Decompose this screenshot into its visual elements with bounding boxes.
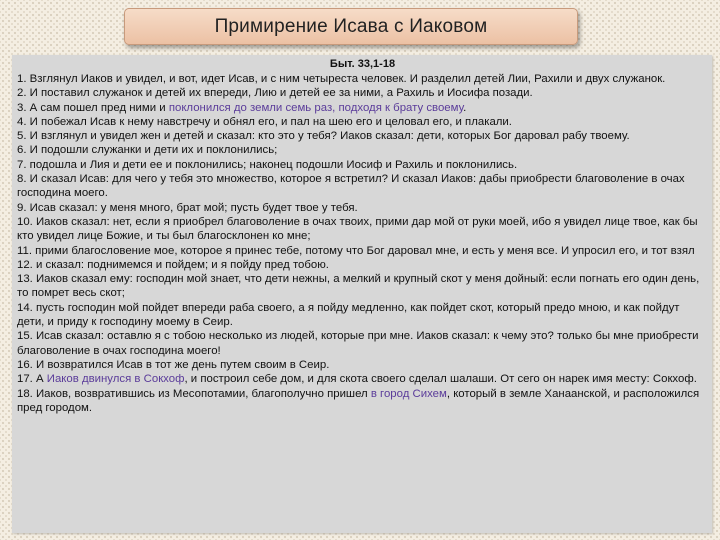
verse-14 (17, 301, 708, 330)
verse-text: 16. И возвратился Исав в тот же день путем своим в Сеир. (17, 358, 330, 371)
verse-text: 6. И подошли служанки и дети их и поклонились; (17, 144, 278, 157)
verse-16 (17, 358, 708, 372)
slide-title-banner (124, 8, 578, 45)
verse-8 (17, 172, 708, 201)
verse-9 (17, 201, 708, 215)
verse-text: 13. Иаков сказал ему: господин мой знает, что дети нежны, а мелкий и крупный скот у меня дойный: если погнать его один день, то помрет весь скот; (17, 273, 700, 300)
verse-text: 8. И сказал Исав: для чего у тебя это множество, которое я встретил? И сказал Иаков: дабы приобрести благоволение в очах господина моего. (17, 173, 685, 200)
verse-text: 17. А (17, 373, 47, 386)
verse-12 (17, 258, 708, 272)
verse-2 (17, 86, 708, 100)
highlighted-phrase: поклонился до земли семь раз, подходя к брату своему (168, 101, 464, 114)
verse-3 (17, 101, 708, 115)
verse-text: , который в земле Ханаанской, и расположился пред городом. (17, 387, 700, 414)
verse-text: 9. Исав сказал: у меня много, брат мой; пусть будет твое у тебя. (17, 201, 358, 214)
verse-1 (17, 72, 708, 86)
verse-text: 7. подошла и Лия и дети ее и поклонились; наконец подошли Иосиф и Рахиль и поклонились. (17, 158, 518, 171)
verse-text: 14. пусть господин мой пойдет впереди раба своего, а я пойду медленно, как пойдет скот, который предо мною, и как пойдут дети, и приду к господину моему в Сеир. (17, 301, 680, 329)
verse-text: 5. И взглянул и увидел жен и детей и сказал: кто это у тебя? Иаков сказал: дети, которых Бог даровал рабу твоему. (17, 130, 630, 143)
verse-18 (17, 387, 708, 416)
verse-text: 18. Иаков, возвратившись из Месопотамии, благополучно пришел (17, 387, 371, 400)
verse-4 (17, 115, 708, 129)
highlighted-phrase: Иаков двинулся в Сокхоф (46, 373, 185, 386)
verse-7 (17, 158, 708, 172)
verse-text: . (463, 101, 467, 114)
verse-15 (17, 329, 708, 358)
slide-title: Примирение Исава с Иаковом (214, 15, 488, 37)
scripture-text-box (12, 55, 712, 533)
verse-text: 12. и сказал: поднимемся и пойдем; и я пойду пред тобою. (17, 258, 329, 271)
verse-text: 2. И поставил служанок и детей их впереди, Лию и детей ее за ними, а Рахиль и Иосифа позади. (17, 87, 533, 100)
verse-text: , и построил себе дом, и для скота своего сделал шалаши. От сего он нарек имя месту: Сокхоф. (184, 373, 697, 386)
highlighted-phrase: в город Сихем (370, 387, 447, 400)
verse-6 (17, 143, 708, 157)
verse-text: 11. прими благословение мое, которое я принес тебе, потому что Бог даровал мне, и есть у меня все. И упросил его, и тот взял (17, 244, 695, 257)
verse-10 (17, 215, 708, 244)
verse-text: 1. Взглянул Иаков и увидел, и вот, идет Исав, и с ним четыреста человек. И разделил детей Лии, Рахили и двух служанок. (17, 73, 666, 85)
verse-13 (17, 272, 708, 301)
verse-17 (17, 372, 708, 386)
verse-11 (17, 244, 708, 258)
scripture-reference: Быт. 33,1-18 (329, 58, 396, 70)
verse-text: 10. Иаков сказал: нет, если я приобрел благоволение в очах твоих, прими дар мой от руки моей, ибо я увидел лице твое, как бы кто увидел лице Божие, и ты был благосклонен ко мне; (17, 215, 698, 243)
verse-5 (17, 129, 708, 143)
verse-text: 15. Исав сказал: оставлю я с тобою несколько из людей, которые при мне. Иаков сказал: к чему это? только бы мне приобрести благоволение в очах господина моего! (17, 330, 699, 357)
verse-list (17, 72, 708, 415)
verse-text: 3. А сам пошел пред ними и (17, 101, 169, 114)
verse-text: 4. И побежал Исав к нему навстречу и обнял его, и пал на шею его и целовал его, и плакали. (17, 115, 512, 128)
